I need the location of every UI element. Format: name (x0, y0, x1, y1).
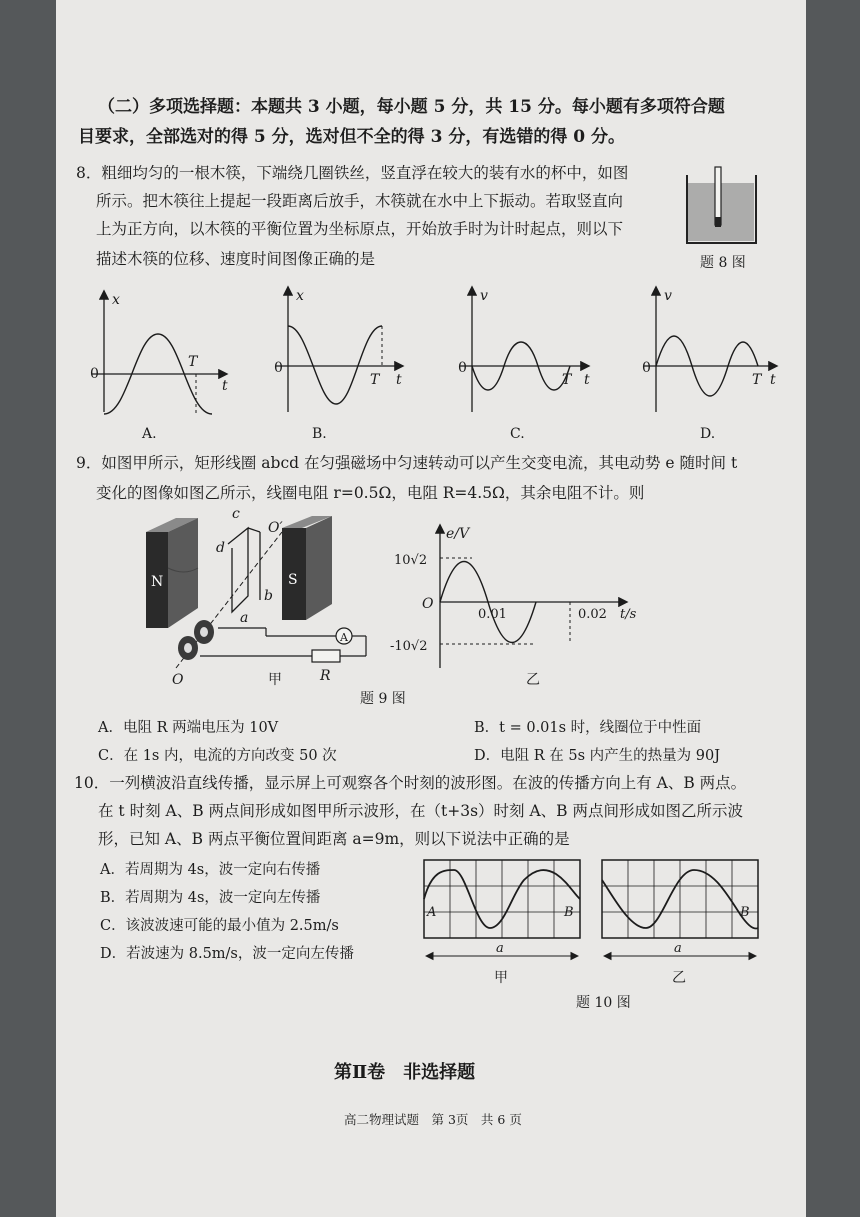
wave-a-distance: a (496, 941, 504, 956)
q10-fig-caption: 题 10 图 (576, 995, 631, 1011)
wave-a-label-b: B (564, 905, 574, 920)
wave-b-distance: a (674, 941, 682, 956)
magnet-n-label: N (151, 574, 164, 590)
graph-d-origin: 0 (642, 360, 651, 376)
q10-line1: 10．一列横波沿直线传播，显示屏上可观察各个时刻的波形图。在波的传播方向上有 A、B 两点。 (74, 774, 747, 792)
graph-d-tlabel: t (770, 372, 776, 388)
coil-label-d: d (216, 540, 225, 556)
graph-c (458, 288, 590, 442)
q8-line2: 所示。把木筷往上提起一段距离后放手，木筷就在水中上下振动。若取竖直向 (96, 192, 624, 210)
fig9-right-caption: 乙 (526, 672, 540, 688)
q9-line1: 9．如图甲所示，矩形线圈 abcd 在匀强磁场中匀速转动可以产生交变电流，其电动势 e 随时间 t (76, 454, 738, 472)
q9-option-b: B．t = 0.01s 时，线圈位于中性面 (474, 720, 702, 736)
wave-b-label-b: B (740, 905, 750, 920)
q9-option-d: D．电阻 R 在 5s 内产生的热量为 90J (474, 748, 721, 764)
coil-label-c: c (232, 506, 240, 522)
exam-page (56, 0, 806, 1217)
graph-a (90, 292, 228, 442)
q10-line2: 在 t 时刻 A、B 两点间形成如图甲所示波形，在（t+3s）时刻 A、B 两点间形成如图乙所示波 (98, 802, 743, 820)
q10-wave-figures (422, 858, 762, 1008)
q8-line3: 上为正方向，以木筷的平衡位置为坐标原点，开始放手时为计时起点，则以下 (96, 220, 624, 238)
emf-t1: 0.01 (478, 607, 507, 622)
graph-d-option: D. (700, 426, 716, 442)
q9-line2: 变化的图像如图乙所示，线圈电阻 r=0.5Ω，电阻 R=4.5Ω，其余电阻不计。则 (96, 484, 645, 502)
fig9-left-caption: 甲 (268, 672, 282, 688)
graph-c-origin: 0 (458, 360, 467, 376)
q8-fig-caption: 题 8 图 (700, 255, 746, 271)
q10-option-c: C．该波波速可能的最小值为 2.5m/s (100, 918, 339, 934)
coil-label-a: a (240, 610, 249, 626)
q8-graphs (88, 282, 788, 442)
section-header-line2: 目要求，全部选对的得 5 分，选对但不全的得 3 分，有选错的得 0 分。 (78, 127, 625, 147)
graph-b-ylabel: x (296, 288, 304, 304)
emf-tlabel: t/s (620, 607, 637, 622)
q9-option-a: A．电阻 R 两端电压为 10V (98, 720, 279, 736)
q9-generator-figure (136, 508, 376, 688)
graph-d-ylabel: v (664, 288, 672, 304)
graph-d-period: T (752, 372, 762, 388)
wave-b-caption: 乙 (672, 970, 686, 986)
graph-c-period: T (562, 372, 572, 388)
emf-ymin: -10√2 (390, 639, 428, 654)
graph-b-option: B. (312, 426, 327, 442)
graph-a-ylabel: x (112, 292, 120, 308)
section-header-line1: （二）多项选择题：本题共 3 小题，每小题 5 分，共 15 分。每小题有多项符合题 (98, 97, 725, 117)
coil-label-b: b (264, 588, 273, 604)
graph-d (642, 288, 776, 442)
graph-b-origin: 0 (274, 360, 283, 376)
graph-c-option: C. (510, 426, 525, 442)
graph-c-ylabel: v (480, 288, 488, 304)
ammeter-label: A (340, 631, 348, 644)
q9-fig-caption: 题 9 图 (360, 691, 406, 707)
resistor-label: R (320, 668, 331, 684)
q10-option-a: A．若周期为 4s，波一定向右传播 (100, 862, 321, 878)
emf-t2: 0.02 (578, 607, 607, 622)
wave-a (424, 860, 580, 986)
cup-figure (684, 165, 760, 247)
graph-a-period: T (188, 354, 198, 370)
q8-line1: 8．粗细均匀的一根木筷，下端绕几圈铁丝，竖直浮在较大的装有水的杯中，如图 (76, 164, 629, 182)
graph-c-tlabel: t (584, 372, 590, 388)
axis-label-o-prime: O′ (268, 520, 283, 536)
graph-b-tlabel: t (396, 372, 402, 388)
graph-a-option: A. (142, 426, 157, 442)
part2-title: 第Ⅱ卷 非选择题 (334, 1062, 476, 1083)
q10-option-d: D．若波速为 8.5m/s，波一定向左传播 (100, 946, 354, 962)
graph-b (274, 288, 402, 442)
emf-origin: O (422, 596, 434, 612)
wave-a-caption: 甲 (494, 970, 508, 986)
graph-a-origin: 0 (90, 366, 99, 382)
q10-line3: 形，已知 A、B 两点平衡位置间距离 a=9m，则以下说法中正确的是 (98, 830, 570, 848)
axis-label-o: O (172, 672, 184, 688)
page-footer: 高二物理试题 第 3页 共 6 页 (344, 1112, 522, 1127)
q8-line4: 描述木筷的位移、速度时间图像正确的是 (96, 250, 376, 268)
emf-ylabel: e/V (446, 526, 470, 542)
graph-b-period: T (370, 372, 380, 388)
wave-a-label-a: A (427, 905, 437, 920)
q10-option-b: B．若周期为 4s，波一定向左传播 (100, 890, 321, 906)
magnet-s-label: S (288, 572, 298, 588)
q9-emf-graph (386, 518, 656, 688)
wave-b (602, 860, 758, 986)
emf-ymax: 10√2 (394, 553, 428, 568)
graph-a-tlabel: t (222, 378, 228, 394)
q9-option-c: C．在 1s 内，电流的方向改变 50 次 (98, 748, 337, 764)
